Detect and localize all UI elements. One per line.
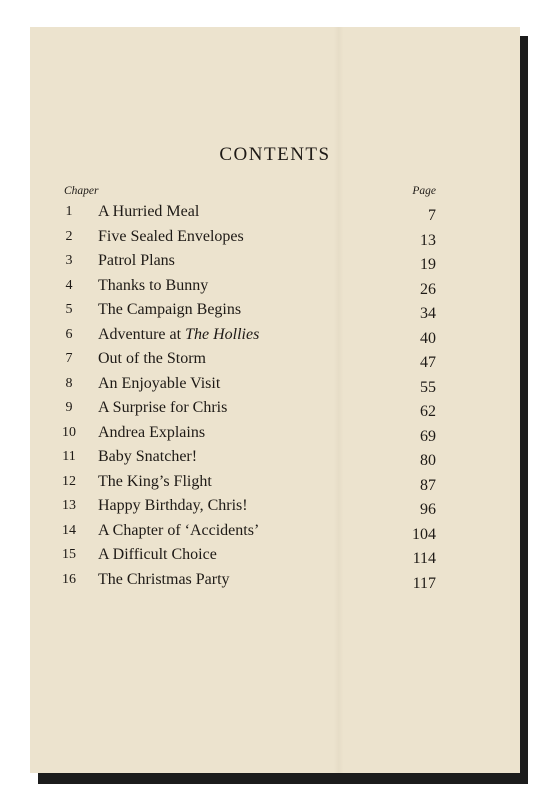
chapter-title-prefix: Adventure at bbox=[98, 325, 186, 343]
toc-row bbox=[30, 347, 520, 371]
chapter-number: 6 bbox=[65, 326, 73, 342]
page-number: 62 bbox=[420, 403, 436, 420]
chapter-title bbox=[98, 323, 259, 347]
chapter-title: The Christmas Party bbox=[98, 570, 230, 588]
chapter-number: 15 bbox=[62, 547, 76, 562]
chapter-title: Happy Birthday, Chris! bbox=[98, 497, 248, 514]
chapter-number: 4 bbox=[65, 277, 73, 293]
page-number: 114 bbox=[412, 550, 436, 567]
chapter-title: The Campaign Begins bbox=[98, 301, 242, 318]
chapter-number: 1 bbox=[65, 204, 73, 219]
chapter-column-label: Chaper bbox=[64, 185, 99, 197]
chapter-number: 9 bbox=[65, 400, 73, 415]
chapter-number: 3 bbox=[65, 253, 73, 268]
chapter-title: An Enjoyable Visit bbox=[98, 374, 221, 392]
toc-row bbox=[30, 445, 520, 469]
toc-row bbox=[30, 543, 520, 567]
chapter-title-italic: The Hollies bbox=[185, 325, 260, 343]
chapter-title: Baby Snatcher! bbox=[98, 448, 198, 465]
page-number: 13 bbox=[420, 231, 436, 249]
page-number: 47 bbox=[420, 354, 436, 371]
page-number: 55 bbox=[420, 378, 436, 396]
page-number: 69 bbox=[420, 427, 436, 445]
page-number: 80 bbox=[420, 452, 436, 469]
toc-row bbox=[30, 225, 520, 249]
chapter-number: 11 bbox=[62, 449, 76, 464]
toc-row bbox=[30, 200, 520, 224]
chapter-title: Patrol Plans bbox=[98, 252, 175, 269]
toc-row bbox=[30, 274, 520, 298]
chapter-title: The King’s Flight bbox=[98, 472, 212, 490]
chapter-title: A Difficult Choice bbox=[98, 546, 217, 563]
toc-row bbox=[30, 298, 520, 322]
chapter-number: 2 bbox=[65, 228, 73, 244]
toc-row bbox=[30, 470, 520, 494]
contents-heading: CONTENTS bbox=[219, 144, 331, 165]
book-page bbox=[30, 27, 520, 773]
chapter-number: 16 bbox=[62, 571, 76, 587]
page-number: 87 bbox=[420, 476, 436, 494]
chapter-number: 5 bbox=[65, 302, 73, 317]
page-number: 40 bbox=[420, 329, 436, 347]
chapter-title: Thanks to Bunny bbox=[98, 276, 209, 294]
toc-row bbox=[30, 519, 520, 543]
chapter-title: Five Sealed Envelopes bbox=[98, 227, 244, 245]
toc-row bbox=[30, 249, 520, 273]
toc-row bbox=[30, 421, 520, 445]
page-number: 34 bbox=[420, 305, 436, 322]
page-number: 117 bbox=[412, 574, 436, 592]
chapter-title: Andrea Explains bbox=[98, 423, 206, 441]
page-number: 26 bbox=[420, 280, 436, 298]
toc-row bbox=[30, 494, 520, 518]
page-number: 19 bbox=[420, 256, 436, 273]
chapter-title: A Hurried Meal bbox=[98, 203, 200, 220]
chapter-number: 13 bbox=[62, 498, 76, 513]
toc-row bbox=[30, 396, 520, 420]
chapter-title: Out of the Storm bbox=[98, 350, 206, 367]
chapter-title: A Chapter of ‘Accidents’ bbox=[98, 521, 260, 539]
chapter-number: 10 bbox=[62, 424, 76, 440]
chapter-number: 12 bbox=[62, 473, 76, 489]
toc-row bbox=[30, 323, 520, 347]
toc-row bbox=[30, 568, 520, 592]
page-number: 7 bbox=[428, 207, 436, 224]
page-number: 96 bbox=[420, 501, 436, 518]
chapter-number: 7 bbox=[65, 351, 73, 366]
chapter-title: A Surprise for Chris bbox=[98, 399, 228, 416]
chapter-number: 14 bbox=[62, 522, 76, 538]
toc-row bbox=[30, 372, 520, 396]
page-number: 104 bbox=[412, 525, 436, 543]
page-column-label: Page bbox=[412, 185, 436, 197]
chapter-number: 8 bbox=[65, 375, 73, 391]
